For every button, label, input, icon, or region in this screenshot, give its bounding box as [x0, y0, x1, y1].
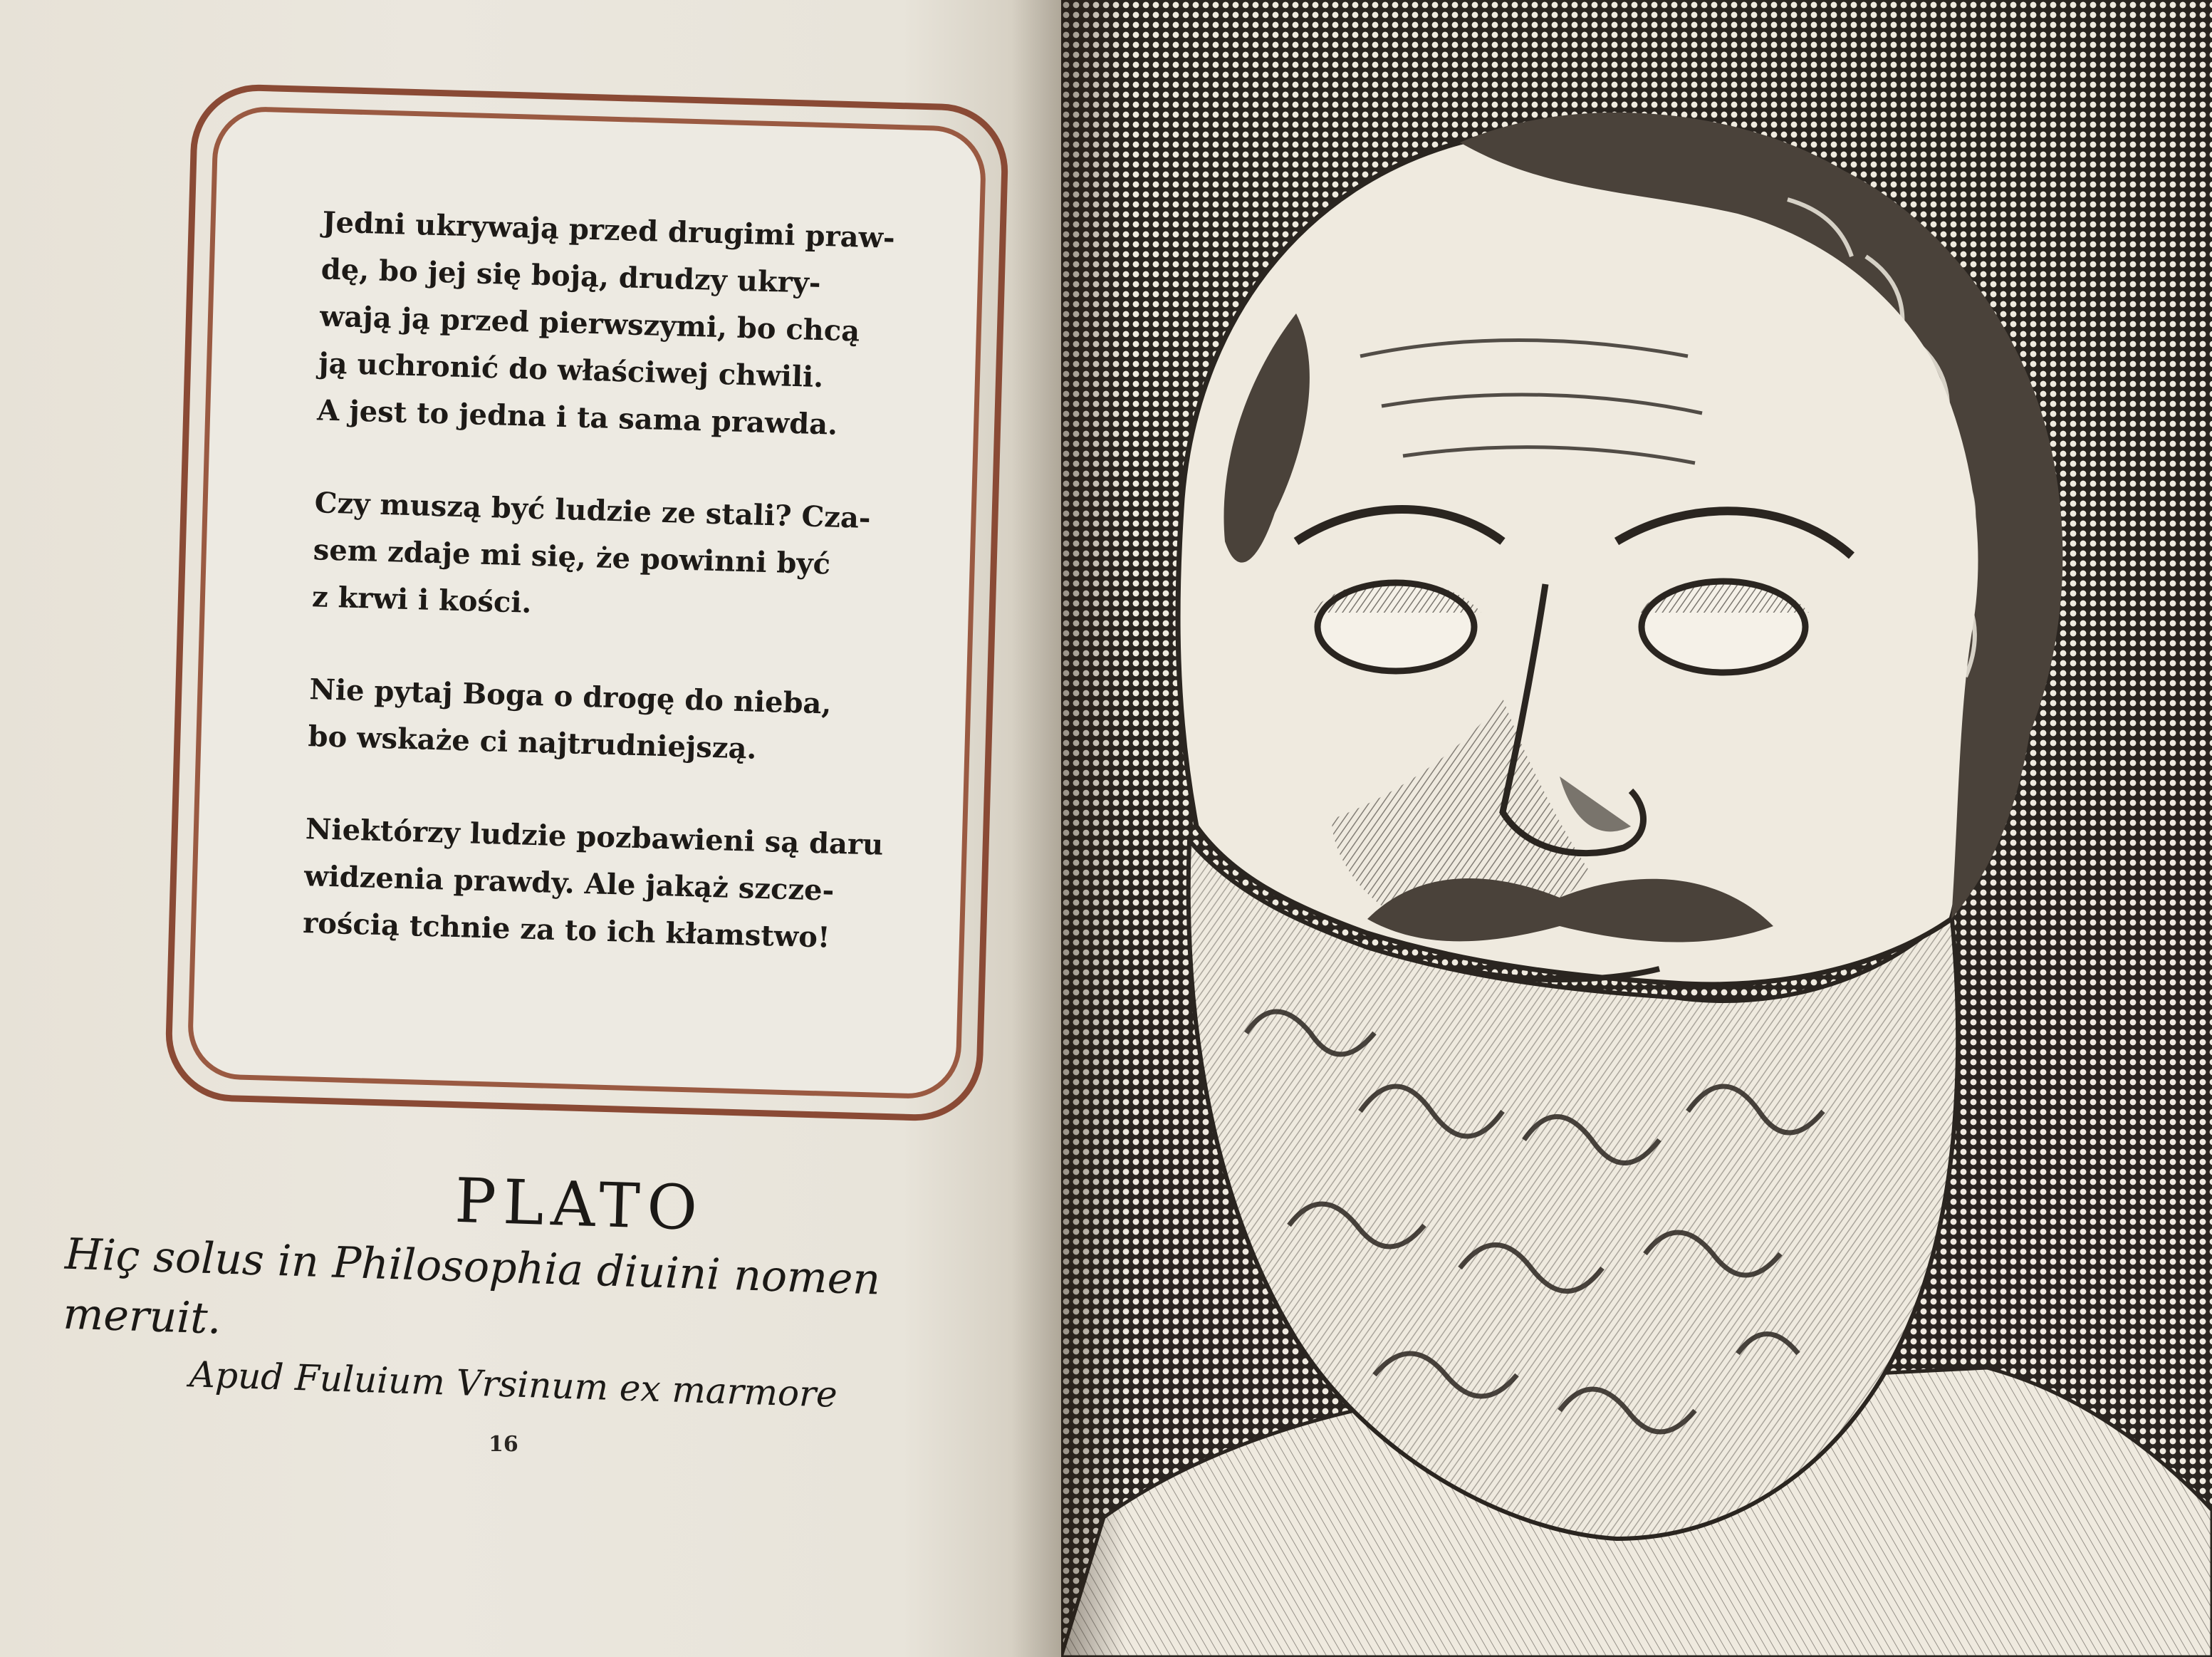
portrait-caption: [46, 1153, 1050, 1428]
quotes-block: [301, 199, 922, 1009]
left-page: [0, 0, 1061, 1657]
quote-2: Czy muszą być ludzie ze stali? Cza- sem zdaje mi się, że powinni być z krwi i kości.: [311, 486, 872, 620]
quote-3: Nie pytaj Boga o drogę do nieba, bo wskaże ci najtrudniejszą.: [307, 672, 833, 766]
bust-portrait-illustration: [1061, 0, 2212, 1657]
caption-latin-line-2: Apud Fuluium Vrsinum ex marmore: [189, 1354, 838, 1416]
quote-frame-inner: [187, 105, 987, 1100]
page-number: 16: [489, 1432, 518, 1457]
caption-latin-line-1: Hiç solus in Philosophia diuini nomen meruit.: [62, 1229, 882, 1344]
quote-1: Jedni ukrywają przed drugimi praw- dę, bo jej się boją, drudzy ukry- wają ją przed pierwszymi, bo chcą ją uchronić do właściwej chwili. A jest to jedna i ta sama prawda.: [316, 205, 896, 442]
right-page: [1061, 0, 2212, 1657]
caption-name: PLATO: [454, 1165, 706, 1245]
quote-frame: [164, 83, 1009, 1122]
quote-4: Niektórzy ludzie pozbawieni są daru widzenia prawdy. Ale jakąż szcze- rością tchnie za to ich kłamstwo!: [302, 812, 884, 955]
